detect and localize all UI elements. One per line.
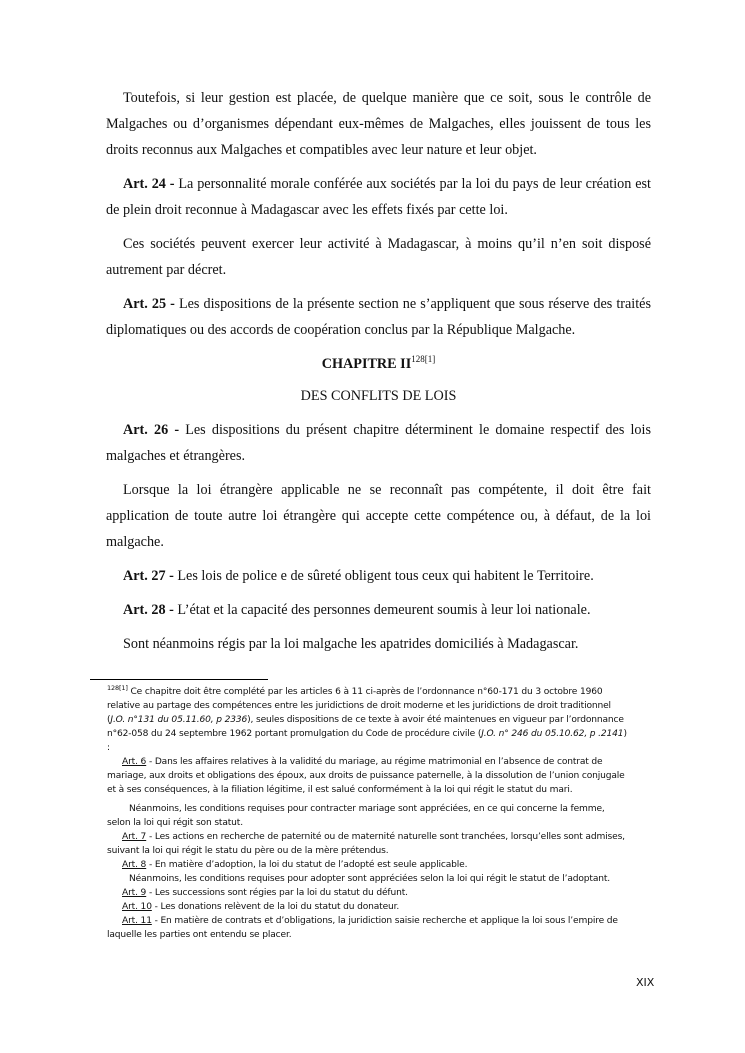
footnote-article-10: Art. 10 - Les donations relèvent de la loi du statut du donateur. — [122, 902, 400, 912]
article-link[interactable]: Art. 7 — [122, 832, 147, 842]
footnote-article-6: Art. 6 - Dans les affaires relatives à la validité du mariage, au régime matrimonial en l’absence de contrat de mariage, aux droits et obligations des époux, aux droits de puissance paternelle, à la dissolution de l’union conjugale et à ses conséquences, à la filiation légitime, il est salué conformément à la loi qui régit le statut du mari. — [107, 757, 625, 795]
article-label: Art. 24 - — [123, 176, 175, 192]
article-link[interactable]: Art. 8 — [122, 860, 147, 870]
footnote-number: 128[1] — [107, 684, 128, 692]
chapter-heading — [106, 351, 651, 377]
citation: J.O. n°131 du 05.11.60, p 2336 — [110, 715, 248, 725]
chapter-subtitle: DES CONFLITS DE LOIS — [300, 388, 457, 404]
article-label: Art. 26 - — [123, 422, 180, 438]
footnote-reference[interactable]: 128[1] — [411, 354, 436, 364]
footnote-separator — [90, 679, 268, 680]
footnote-article-8: Art. 8 - En matière d’adoption, la loi du statut de l’adopté est seule applicable. — [122, 860, 468, 870]
article-label: Art. 27 - — [123, 568, 174, 584]
body-text — [106, 85, 651, 665]
footnote-intro: $^{128[1]}$ Ce chapitre doit être complété par les articles 6 à 11 ci-après de l’ordonnance n°60-171 du 3 octobre 1960 relative au partage des compétences entre les juridictions de droit moderne et les juridictions de droit traditionnel (J.O. n°131 du 05.11.60, p 2336), seules dispositions de ce texte à avoir été maintenues en vigueur par l’ordonnance n°62-058 du 24 septembre 1962 portant promulgation du Code de procédure civile (J.O. n° 246 du 05.10.62, p .2141) : — [107, 684, 627, 753]
article-text: Les dispositions de la présente section ne s’appliquent que sous réserve des traités diplomatiques ou des accords de coopération conclus par la République Malgache. — [106, 296, 652, 338]
chapter-title: CHAPITRE II — [321, 356, 412, 372]
paragraph: Sont néanmoins régis par la loi malgache les apatrides domiciliés à Madagascar. — [123, 636, 579, 652]
paragraph: Ces sociétés peuvent exercer leur activité à Madagascar, à moins qu’il n’en soit disposé autrement par décret. — [106, 236, 651, 278]
article-label: Art. 28 - — [123, 602, 174, 618]
article-link[interactable]: Art. 9 — [122, 888, 147, 898]
article-text: Les dispositions du présent chapitre déterminent le domaine respectif des lois malgaches et étrangères. — [106, 422, 651, 464]
article-27 — [106, 563, 651, 589]
article-text: Les lois de police e de sûreté obligent tous ceux qui habitent le Territoire. — [173, 568, 594, 584]
article-text: L’état et la capacité des personnes demeurent soumis à leur loi nationale. — [173, 602, 591, 618]
footnote-article-11: Art. 11 - En matière de contrats et d’obligations, la juridiction saisie recherche et applique la loi sous l’empire de laquelle les parties ont entendu se placer. — [107, 916, 618, 940]
paragraph: Toutefois, si leur gestion est placée, de quelque manière que ce soit, sous le contrôle de Malgaches ou d’organismes dépendant eux-mêmes de Malgaches, elles jouissent de tous les droits reconnus aux Malgaches et compatibles avec leur nature et leur objet. — [106, 90, 651, 158]
article-25 — [106, 291, 651, 343]
article-link[interactable]: Art. 11 — [122, 916, 152, 926]
paragraph: Lorsque la loi étrangère applicable ne se reconnaît pas compétente, il doit être fait application de toute autre loi étrangère qui accepte cette compétence ou, à défaut, de la loi malgache. — [106, 482, 651, 550]
article-26 — [106, 417, 651, 469]
footnote-article-9: Art. 9 - Les successions sont régies par la loi du statut du défunt. — [122, 888, 408, 898]
article-label: Art. 25 - — [123, 296, 175, 312]
footnotes — [107, 685, 627, 942]
article-text: La personnalité morale conférée aux sociétés par la loi du pays de leur création est de plein droit reconnue à Madagascar avec les effets fixés par cette loi. — [106, 176, 651, 218]
article-link[interactable]: Art. 10 — [122, 902, 152, 912]
footnote-article-7: Art. 7 - Les actions en recherche de paternité ou de maternité naturelle sont tranchées, lorsqu’elles sont admises, suivant la loi qui régit le statu du père ou de la mère prétendus. — [107, 832, 625, 856]
footnote-paragraph: Néanmoins, les conditions requises pour adopter sont appréciées selon la loi qui régit le statut de l’adoptant. — [129, 874, 611, 884]
footnote-paragraph: Néanmoins, les conditions requises pour contracter mariage sont appréciées, en ce qui concerne la femme, selon la loi qui régit son statut. — [107, 804, 605, 828]
article-28 — [106, 597, 651, 623]
citation: J.O. n° 246 du 05.10.62, p .2141 — [481, 729, 624, 739]
article-24 — [106, 171, 651, 223]
article-link[interactable]: Art. 6 — [122, 757, 147, 767]
page-number: XIX — [636, 976, 655, 989]
